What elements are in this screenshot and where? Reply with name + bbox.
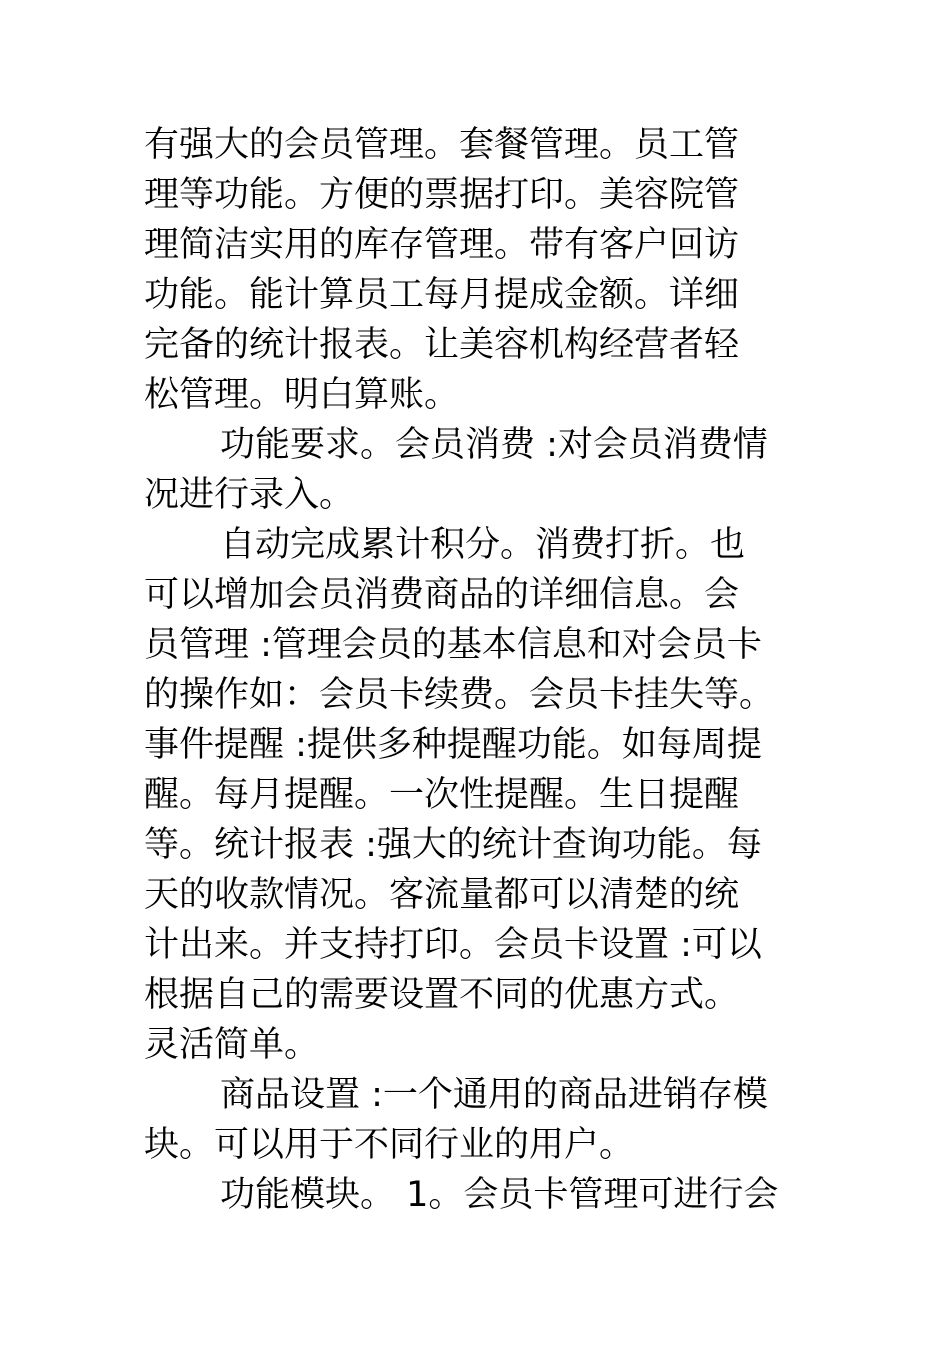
text-line: 完备的统计报表。让美容机构经营者轻 xyxy=(144,325,740,365)
paragraph-first-line: 自动完成累计积分。消费打折。也 xyxy=(220,525,746,565)
text-line: 计出来。并支持打印。会员卡设置 :可以 xyxy=(144,925,762,965)
text-line: 松管理。明白算账。 xyxy=(144,375,460,415)
text-line: 块。可以用于不同行业的用户。 xyxy=(144,1125,635,1165)
text-line: 员管理 :管理会员的基本信息和对会员卡 xyxy=(144,625,762,665)
text-line: 理简洁实用的库存管理。带有客户回访 xyxy=(144,225,740,265)
text-line: 等。统计报表 :强大的统计查询功能。每 xyxy=(144,825,762,865)
text-line: 事件提醒 :提供多种提醒功能。如每周提 xyxy=(144,725,762,765)
text-line: 灵活简单。 xyxy=(144,1025,320,1065)
text-line: 天的收款情况。客流量都可以清楚的统 xyxy=(144,875,740,915)
text-line: 醒。每月提醒。一次性提醒。生日提醒 xyxy=(144,775,740,815)
paragraph-first-line: 功能要求。会员消费 :对会员消费情 xyxy=(220,425,768,465)
text-line: 理等功能。方便的票据打印。美容院管 xyxy=(144,175,740,215)
text-line: 功能。能计算员工每月提成金额。详细 xyxy=(144,275,740,315)
paragraph-first-line: 商品设置 :一个通用的商品进销存模 xyxy=(220,1075,768,1115)
text-line: 况进行录入。 xyxy=(144,475,355,515)
text-line: 的操作如：会员卡续费。会员卡挂失等。 xyxy=(144,675,775,715)
text-line: 根据自己的需要设置不同的优惠方式。 xyxy=(144,975,740,1015)
text-line: 可以增加会员消费商品的详细信息。会 xyxy=(144,575,740,615)
paragraph-first-line: 功能模块。 1。会员卡管理可进行会 xyxy=(220,1175,779,1215)
text-line: 有强大的会员管理。套餐管理。员工管 xyxy=(144,125,740,165)
